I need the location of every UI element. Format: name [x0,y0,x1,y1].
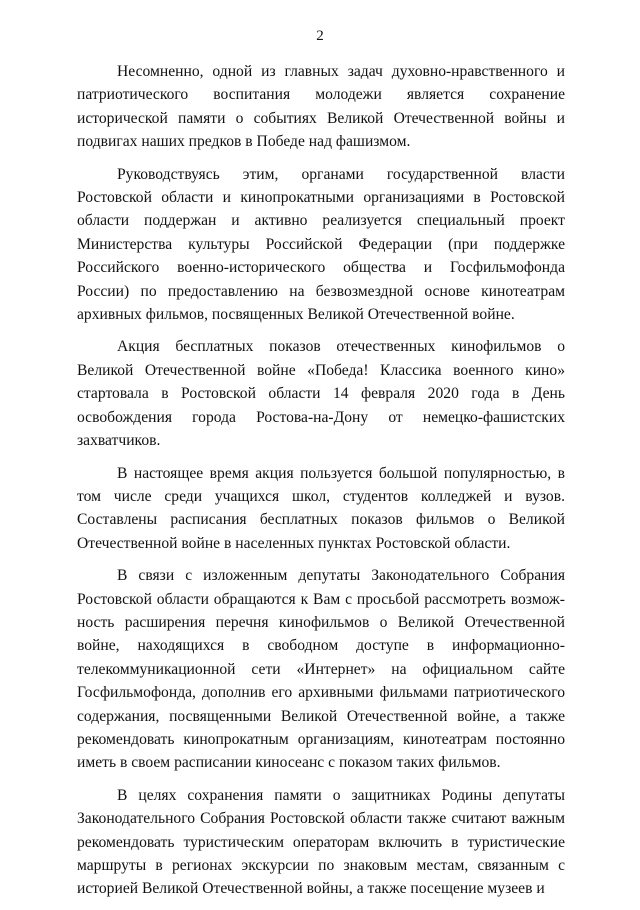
paragraph-6: В целях сохранения памяти о защитниках Родины депутаты Законодательного Собрания Ростовской области также считают важным рекомендовать туристическим операторам включить в туристические маршруты в регионах экскурсии по знаковым местам, связанным с историей Великой Отечественной войны, а также посещение музеев и [77,786,565,898]
paragraph-1: Несомненно, одной из главных задач духовно-нравственного и патриотического воспитания молодежи является сохранение исторической памяти о событиях Великой Отечественной войны и подвигах наших предков в Победе над фашизмом. [77,63,565,151]
letter-body [77,60,565,910]
paragraph-3: Акция бесплатных показов отечественных кинофильмов о Великой Отечественной войне «Победа! Классика военного кино» стартовала в Ростовской области 14 февраля 2020 года в День освобождения города Ростова-на-Дону от немецко-фашистских захватчиков. [77,338,565,450]
paragraph-4: В настоящее время акция пользуется большой популярностью, в том числе среди учащихся школ, студентов колледжей и вузов. Составлены расписания бесплатных показов фильмов о Великой Отечественной войне в населенных пунктах Ростовской области. [77,464,565,552]
paragraph-5: В связи с изложенным депутаты Законодательного Собрания Ростовской области обращаются к Вам с просьбой рассмотреть возможность расширения перечня кинофильмов о Великой Отечественной войне, находящихся в свободном доступе в информационно-телекоммуникационной сети «Интернет» на официальном сайте Госфильмофонда, дополнив его архивными фильмами патриотического содержания, посвященными Великой Отечественной войне, а также рекомендовать кинопрокатным организациям, кинотеатрам постоянно иметь в своем расписании киносеанс с показом таких фильмов. [77,567,565,772]
paragraph-2: Руководствуясь этим, органами государственной власти Ростовской области и кинопрокатными организациями в Ростовской области поддержан и активно реализуется специальный проект Министерства культуры Российской Федерации (при поддержке Российского военно-исторического общества и Госфильмофонда России) по предоставлению на безвозмездной основе кинотеатрам архивных фильмов, посвященных Великой Отечественной войне. [77,165,565,324]
page-number: 2 [316,28,324,44]
